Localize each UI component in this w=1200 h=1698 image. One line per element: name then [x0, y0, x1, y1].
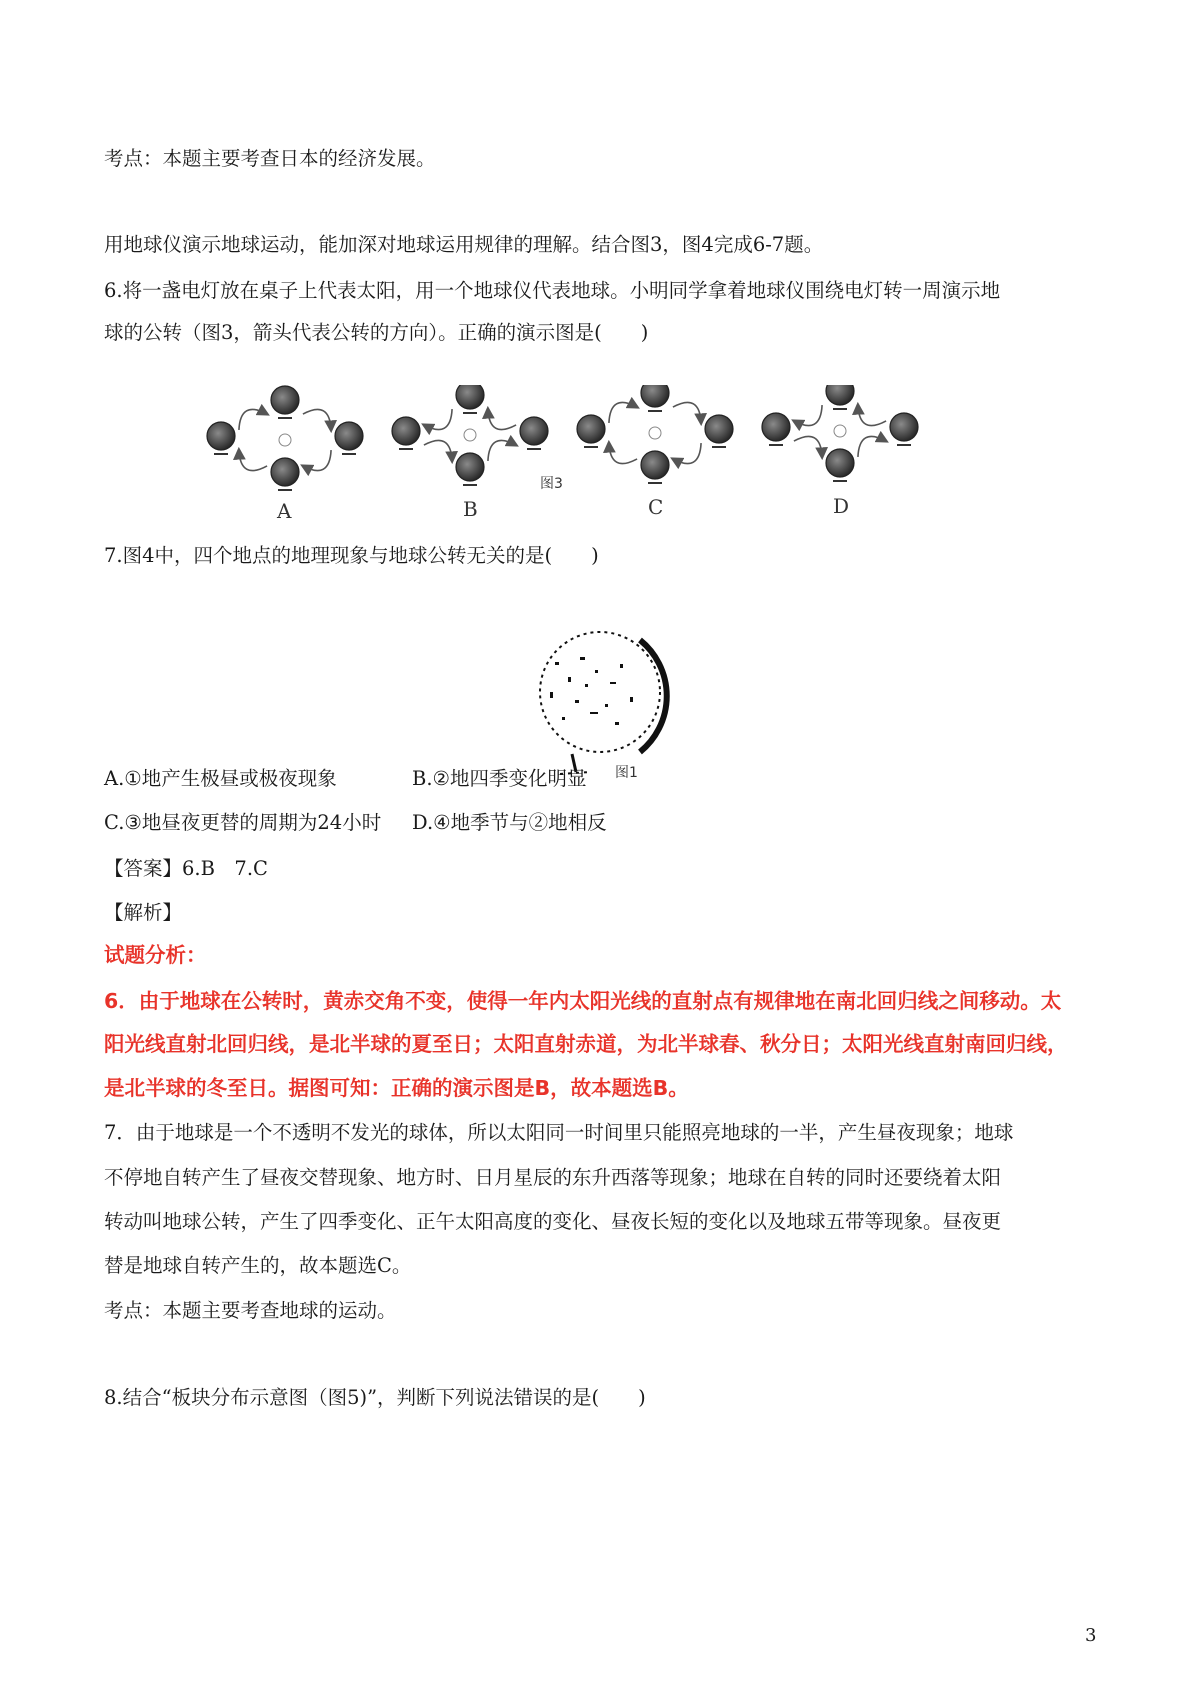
answer-line: 【答案】6.B 7.C [104, 857, 268, 880]
figure-3-caption: 图3 [540, 476, 563, 492]
orbit-arrow [424, 409, 452, 430]
orbit-arrow [303, 450, 331, 471]
fig3-label-c: C [648, 495, 664, 519]
analysis-title: 试题分析： [104, 943, 207, 967]
fig3-label-d: D [833, 494, 850, 518]
lamp-icon [834, 425, 846, 437]
analysis7-line1: 7．由于地球是一个不透明不发光的球体，所以太阳同一时间里只能照亮地球的一半，产生昼夜现象；地球 [104, 1121, 1014, 1144]
q7-stem: 7.图4中，四个地点的地理现象与地球公转无关的是( ) [104, 544, 599, 567]
fig3-label-b: B [463, 497, 478, 521]
globe-icon [207, 422, 235, 450]
globe-icon [641, 451, 669, 479]
q6-line1: 6.将一盏电灯放在桌子上代表太阳，用一个地球仪代表地球。小明同学拿着地球仪围绕电灯转一周演示地 [104, 279, 1001, 302]
q8-stem: 8.结合“板块分布示意图（图5)”，判断下列说法错误的是( ) [104, 1386, 646, 1409]
orbit-arrow [239, 450, 267, 471]
globe-icon [392, 417, 420, 445]
globe-icon [826, 385, 854, 405]
analysis6-line2: 阳光线直射北回归线，是北半球的夏至日；太阳直射赤道，为北半球春、秋分日；太阳光线直射南回归线， [104, 1032, 1068, 1056]
analysis7-line2: 不停地自转产生了昼夜交替现象、地方时、日月星辰的东升西落等现象；地球在自转的同时还要绕着太阳 [104, 1166, 1002, 1189]
orbit-arrow [609, 402, 637, 423]
q7-option-b: B.②地四季变化明显 [412, 767, 587, 790]
q7-option-c: C.③地昼夜更替的周期为24小时 [104, 811, 382, 834]
globe-icon [826, 449, 854, 477]
prev-kaodian: 考点：本题主要考查日本的经济发展。 [104, 147, 436, 170]
globe-icon [705, 415, 733, 443]
fig3-panel [207, 386, 363, 490]
orbit-arrow [239, 409, 267, 430]
figure-4-caption: 图1 [615, 765, 638, 781]
fig3-label-a: A [277, 499, 292, 523]
fig3-panel [392, 385, 548, 485]
orbit-arrow [673, 443, 701, 464]
globe-icon [577, 415, 605, 443]
lamp-icon [464, 429, 476, 441]
analysis6-line1: 6．由于地球在公转时，黄赤交角不变，使得一年内太阳光线的直射点有规律地在南北回归线之间移动。太 [104, 989, 1062, 1013]
intro-text: 用地球仪演示地球运动，能加深对地球运用规律的理解。结合图3，图4完成6-7题。 [104, 233, 824, 256]
fig3-panel [577, 385, 733, 483]
lamp-icon [649, 427, 661, 439]
globe-icon [762, 413, 790, 441]
jiexi-label: 【解析】 [104, 901, 183, 924]
orbit-arrow [609, 443, 637, 464]
globe-icon [456, 385, 484, 409]
q7-option-a: A.①地产生极昼或极夜现象 [104, 767, 337, 790]
orbit-arrow [858, 405, 886, 426]
orbit-arrow [794, 436, 822, 457]
orbit-arrow [488, 440, 516, 461]
analysis6-line3: 是北半球的冬至日。据图可知：正确的演示图是B，故本题选B。 [104, 1076, 689, 1100]
orbit-arrow [794, 405, 822, 426]
q7-option-d: D.④地季节与②地相反 [412, 811, 607, 834]
orbit-arrow [673, 402, 701, 423]
fig3-panel [762, 385, 918, 481]
orbit-arrow [424, 440, 452, 461]
kaodian: 考点：本题主要考查地球的运动。 [104, 1299, 397, 1322]
orbit-arrow [488, 409, 516, 430]
orbit-arrow [303, 409, 331, 430]
lamp-icon [279, 434, 291, 446]
globe-icon [271, 386, 299, 414]
analysis7-line3: 转动叫地球公转，产生了四季变化、正午太阳高度的变化、昼夜长短的变化以及地球五带等现象。昼夜更 [104, 1210, 1002, 1233]
globe-icon [890, 413, 918, 441]
orbit-arrow [858, 436, 886, 457]
globe-icon [271, 458, 299, 486]
globe-icon [335, 422, 363, 450]
globe-icon [520, 417, 548, 445]
q6-line2: 球的公转（图3，箭头代表公转的方向）。正确的演示图是( ) [104, 321, 649, 344]
analysis7-line4: 替是地球自转产生的，故本题选C。 [104, 1254, 412, 1277]
globe-icon [456, 453, 484, 481]
globe-icon [641, 385, 669, 407]
page-number: 3 [1085, 1625, 1097, 1646]
